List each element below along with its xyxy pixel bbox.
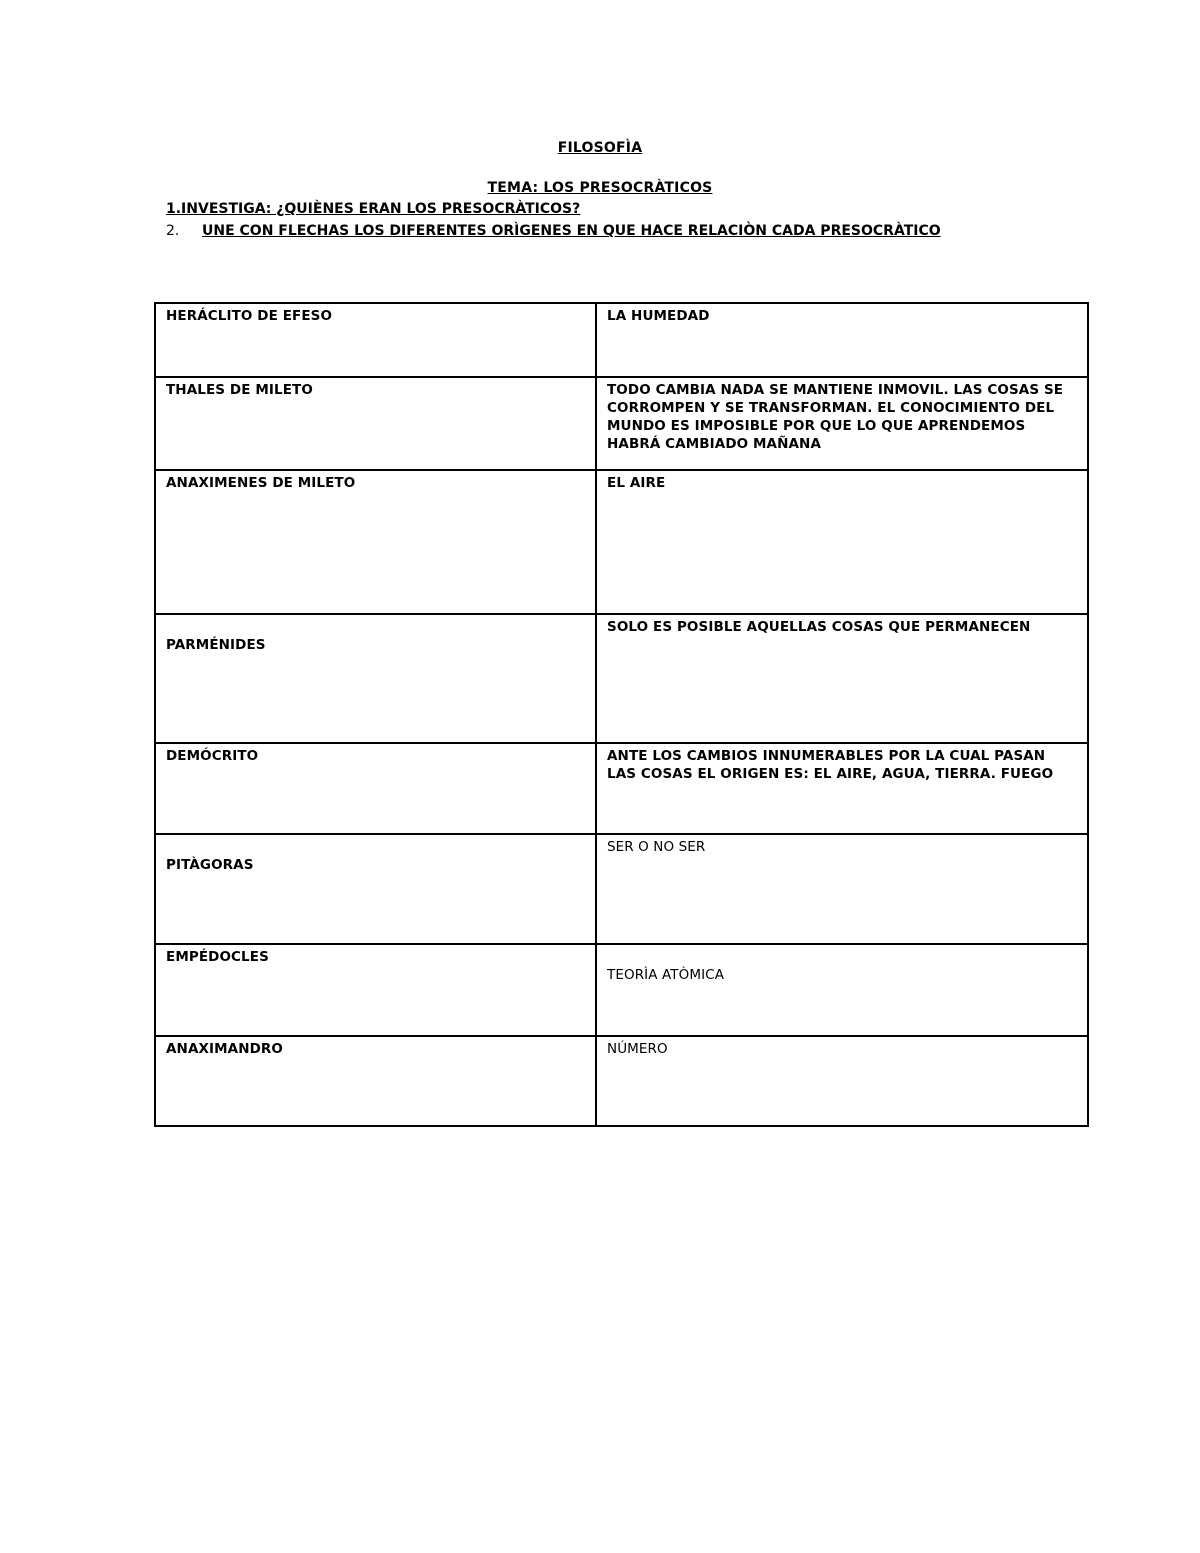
philosopher-cell: HERÁCLITO DE EFESO <box>155 303 596 377</box>
origin-cell: LA HUMEDAD <box>596 303 1088 377</box>
philosopher-cell: THALES DE MILETO <box>155 377 596 470</box>
origin-cell: SOLO ES POSIBLE AQUELLAS COSAS QUE PERMANECEN <box>596 614 1088 743</box>
origin-cell: EL AIRE <box>596 470 1088 614</box>
philosopher-cell: DEMÓCRITO <box>155 743 596 834</box>
instruction-1: 1.INVESTIGA: ¿QUIÈNES ERAN LOS PRESOCRÀTICOS? <box>166 201 581 217</box>
origin-cell: ANTE LOS CAMBIOS INNUMERABLES POR LA CUAL PASAN LAS COSAS EL ORIGEN ES: EL AIRE, AGUA, TIERRA. FUEGO <box>596 743 1088 834</box>
table-row <box>155 834 1088 944</box>
table-row <box>155 377 1088 470</box>
table-row <box>155 614 1088 743</box>
table-row <box>155 303 1088 377</box>
table-row <box>155 1036 1088 1126</box>
philosopher-cell: ANAXIMANDRO <box>155 1036 596 1126</box>
table-row <box>155 944 1088 1036</box>
matching-table <box>154 302 1089 1127</box>
table-row <box>155 743 1088 834</box>
instruction-2-number: 2. <box>166 223 180 239</box>
instruction-2: UNE CON FLECHAS LOS DIFERENTES ORÌGENES EN QUE HACE RELACIÒN CADA PRESOCRÀTICO <box>202 223 941 239</box>
philosopher-cell: ANAXIMENES DE MILETO <box>155 470 596 614</box>
philosopher-cell: PARMÉNIDES <box>155 614 596 743</box>
origin-cell: SER O NO SER <box>596 834 1088 944</box>
philosopher-cell: EMPÉDOCLES <box>155 944 596 1036</box>
origin-cell: TODO CAMBIA NADA SE MANTIENE INMOVIL. LAS COSAS SE CORROMPEN Y SE TRANSFORMAN. EL CONOCIMIENTO DEL MUNDO ES IMPOSIBLE POR QUE LO QUE APRENDEMOS HABRÁ CAMBIADO MAÑANA <box>596 377 1088 470</box>
document-subtitle: TEMA: LOS PRESOCRÀTICOS <box>487 180 713 196</box>
origin-cell: TEORÌA ATÒMICA <box>596 944 1088 1036</box>
philosopher-cell: PITÀGORAS <box>155 834 596 944</box>
origin-cell: NÚMERO <box>596 1036 1088 1126</box>
document-title: FILOSOFÌA <box>557 140 643 156</box>
table-row <box>155 470 1088 614</box>
